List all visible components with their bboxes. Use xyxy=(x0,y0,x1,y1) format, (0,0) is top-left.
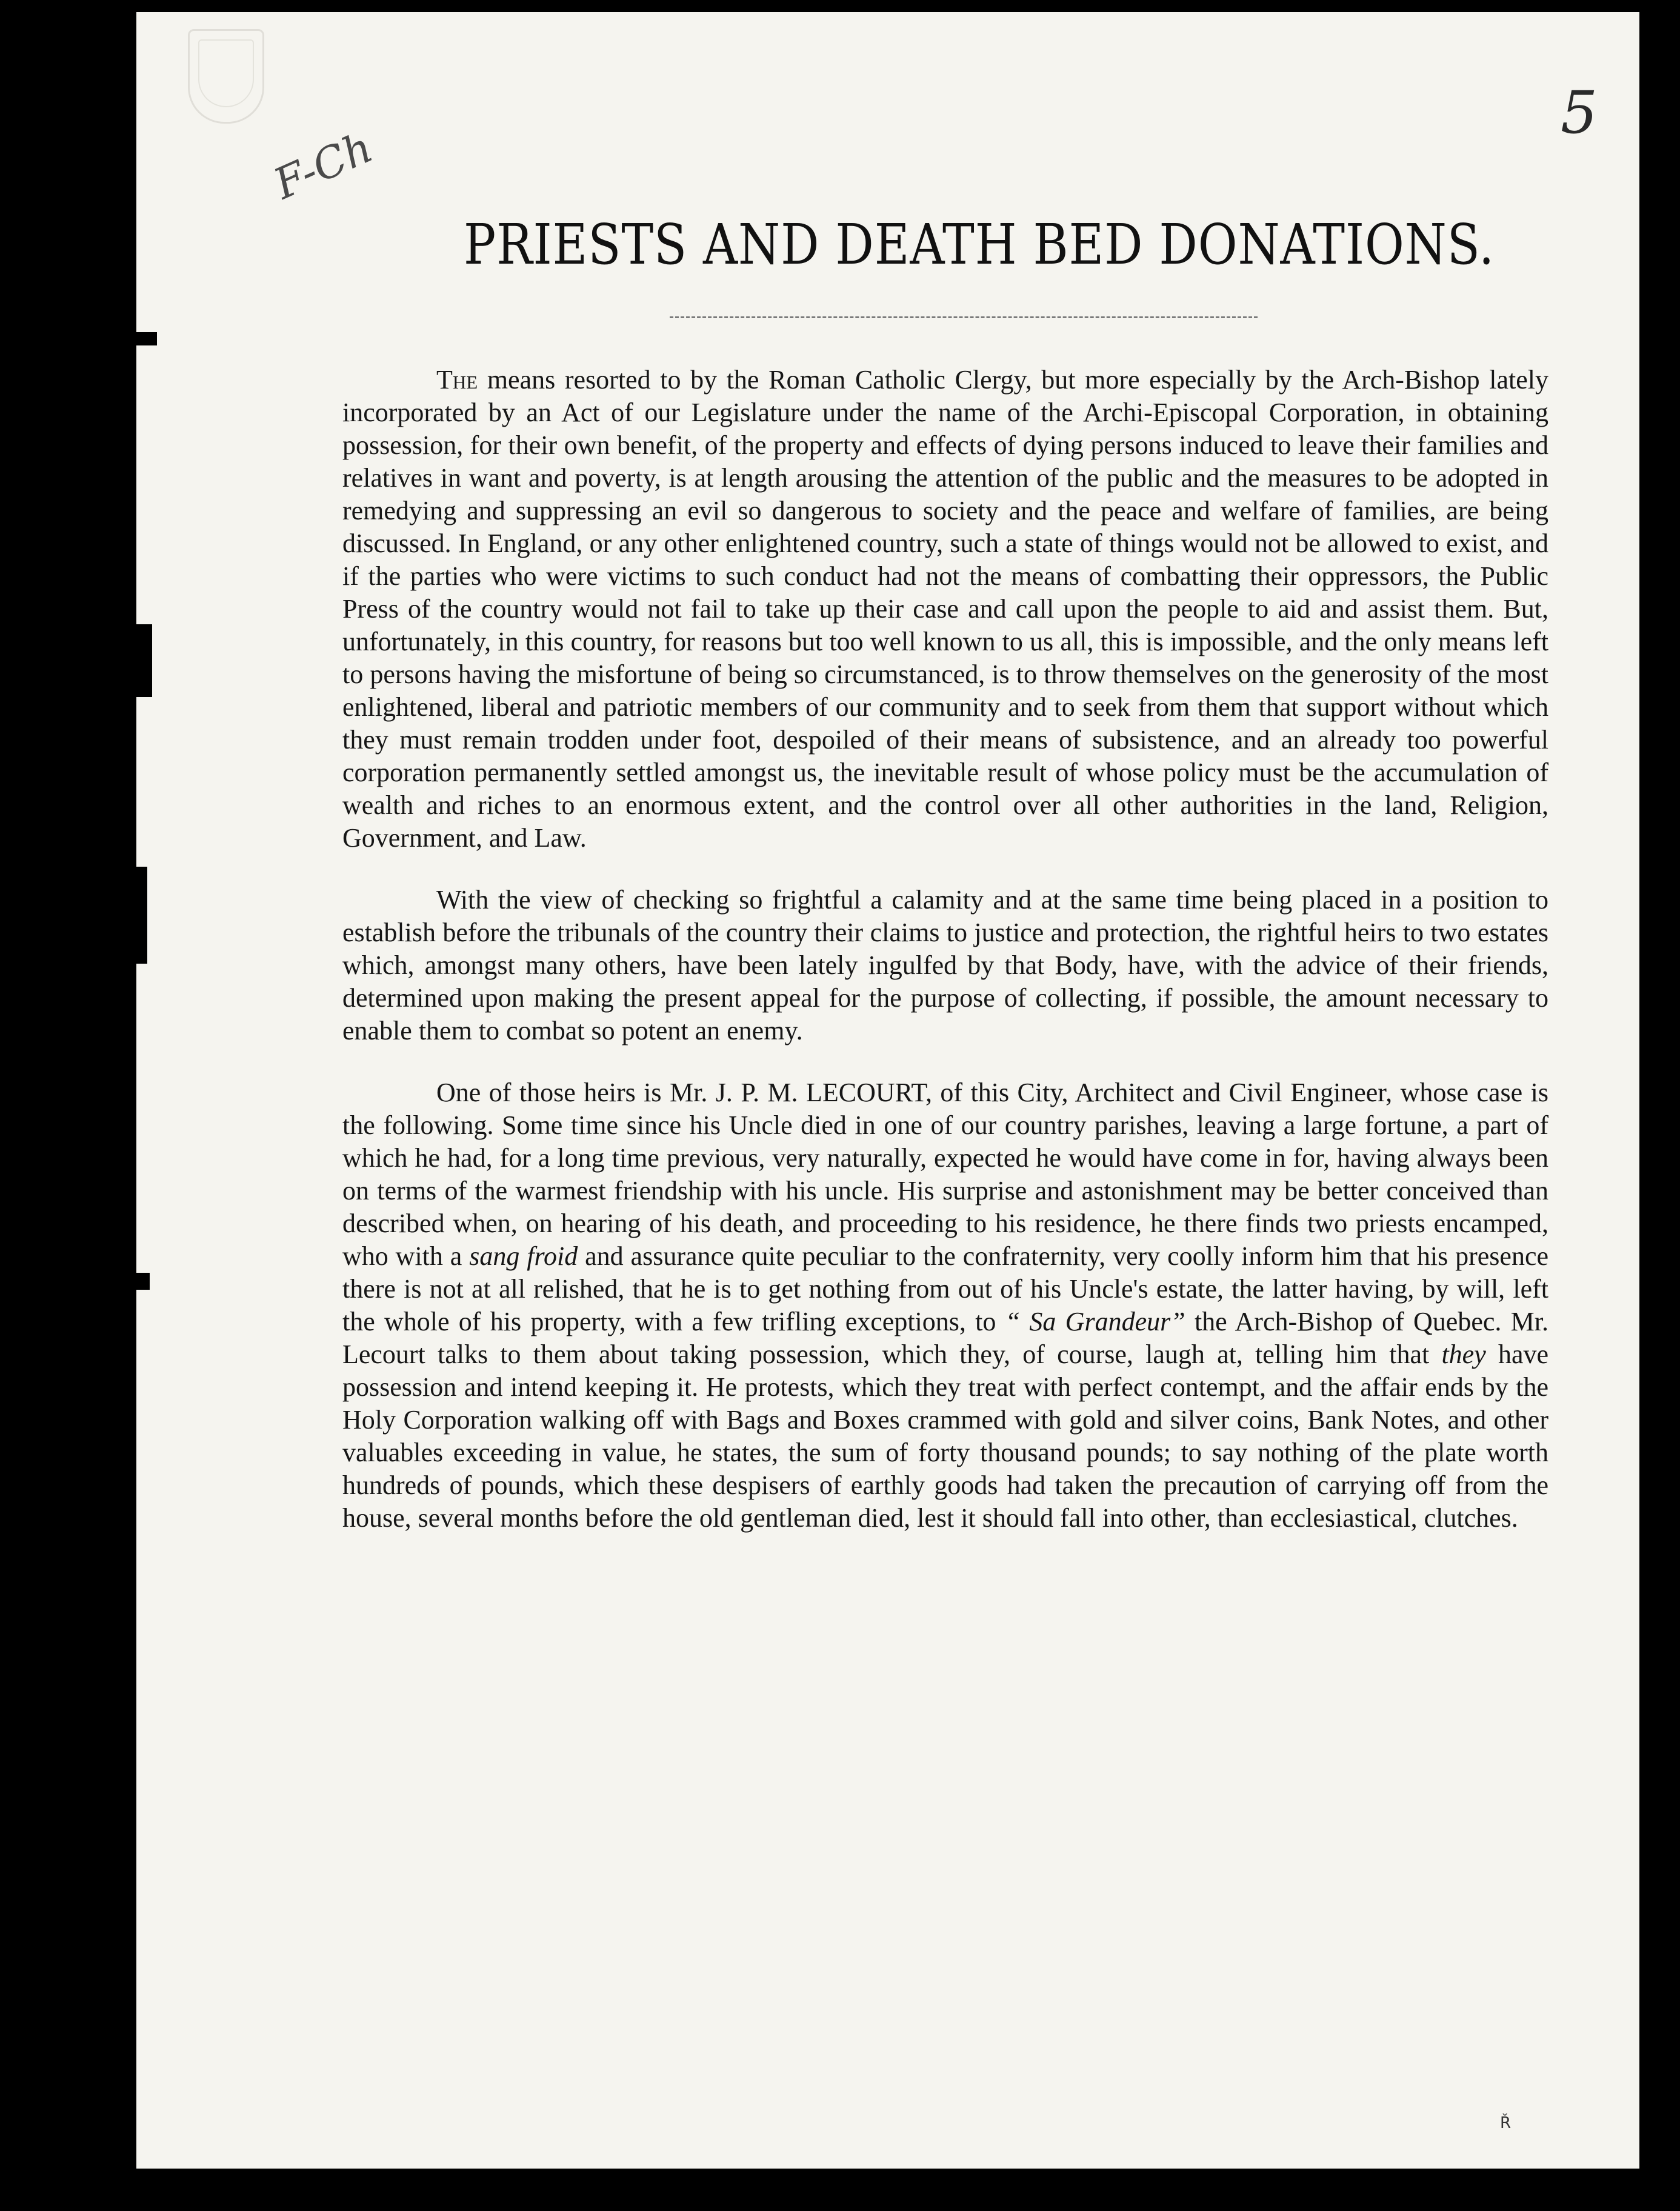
title-divider xyxy=(670,316,1258,318)
paragraph-3 xyxy=(342,1076,1548,1535)
torn-edge xyxy=(136,624,152,697)
paragraph-text: the Arch-Bishop of Quebec. Mr. Lecourt talks to them about taking possession, which they, of course, laugh at, telling him that xyxy=(342,1307,1548,1369)
torn-edge xyxy=(136,332,157,345)
library-stamp-icon xyxy=(188,29,264,124)
paragraph-text: have possession and intend keeping it. He protests, which they treat with perfect contempt, and the affair ends by the Holy Corporation walking off with Bags and Boxes crammed with gold and silver coins, Bank Notes, and other valuables exceeding in value, he states, the sum of forty thousand pounds; to say nothing of the plate worth hundreds of pounds, which these despisers of earthly goods had taken the precaution of carrying off from the house, several months before the old gentleman died, lest it should fall into other, than ecclesiastical, clutches. xyxy=(342,1339,1549,1533)
italic-phrase: “ Sa Grandeur” xyxy=(1005,1307,1185,1336)
page-number: 5 xyxy=(1561,79,1598,147)
scan-mark: Ř xyxy=(1500,2114,1512,2132)
torn-edge xyxy=(136,867,147,964)
handwritten-note: F-Ch xyxy=(267,122,380,209)
paragraph-text: means resorted to by the Roman Catholic Clergy, but more especially by the Arch-Bishop lately incorporated by an Act of our Legislature under the name of the Archi-Episcopal Corporation, in obtaining possession, for their own benefit, of the property and effects of dying persons induced to leave their families and relatives in want and poverty, is at length arousing the attention of the public and the measures to be adopted in remedying and suppressing an evil so dangerous to society and the peace and welfare of families, are being discussed. In England, or any other enlightened country, such a state of things would not be allowed to exist, and if the parties who were victims to such conduct had not the means of combatting their oppressors, the Public Press of the country would not fail to take up their case and call upon the people to aid and assist them. But, unfortunately, in this country, for reasons but too well known to us all, this is impossible, and the only means left to persons having the misfortune of being so circumstanced, is to throw themselves on the generosity of the most enlightened, liberal and patriotic members of our community and to seek from them that support without which they must remain trodden under foot, despoiled of their means of subsistence, and an already too powerful corporation permanently settled amongst us, the inevitable result of whose policy must be the accumulation of wealth and riches to an enormous extent, and the control over all other authorities in the land, Religion, Government, and Law. xyxy=(342,365,1548,853)
paragraph-text: and assurance quite peculiar to the confraternity, very coolly inform him that his presence there is not at all relished, that he is to get nothing from out of his Uncle's estate, the latter having, by will, left the whole of his property, with a few trifling exceptions, to xyxy=(342,1241,1549,1336)
italic-phrase: they xyxy=(1441,1339,1486,1369)
paragraph-text: With the view of checking so frightful a calamity and at the same time being placed in a position to establish before the tribunals of the country their claims to justice and protection, the rightful heirs to two estates which, amongst many others, have been lately ingulfed by that Body, have, with the advice of their friends, determined upon making the present appeal for the purpose of collecting, if possible, the amount necessary to enable them to combat so potent an enemy. xyxy=(342,885,1548,1045)
scanned-page xyxy=(136,12,1639,2169)
paragraph-1 xyxy=(342,364,1548,855)
torn-edge xyxy=(136,1273,150,1290)
paragraph-text: One of those heirs is Mr. J. P. M. LECOURT, of this City, Architect and Civil Engineer, whose case is the following. Some time since his Uncle died in one of our country parishes, leaving a large fortune, a part of which he had, for a long time previous, very naturally, expected he would have come in for, having always been on terms of the warmest friendship with his uncle. His surprise and astonishment may be better conceived than described when, on hearing of his death, and proceeding to his residence, he there finds two priests encamped, who with a xyxy=(342,1078,1548,1271)
italic-phrase: sang froid xyxy=(469,1241,578,1271)
document-title: PRIESTS AND DEATH BED DONATIONS. xyxy=(464,212,1495,277)
paragraph-2 xyxy=(342,884,1548,1047)
paragraph-lead: The xyxy=(436,365,478,395)
document-body xyxy=(342,364,1548,1564)
